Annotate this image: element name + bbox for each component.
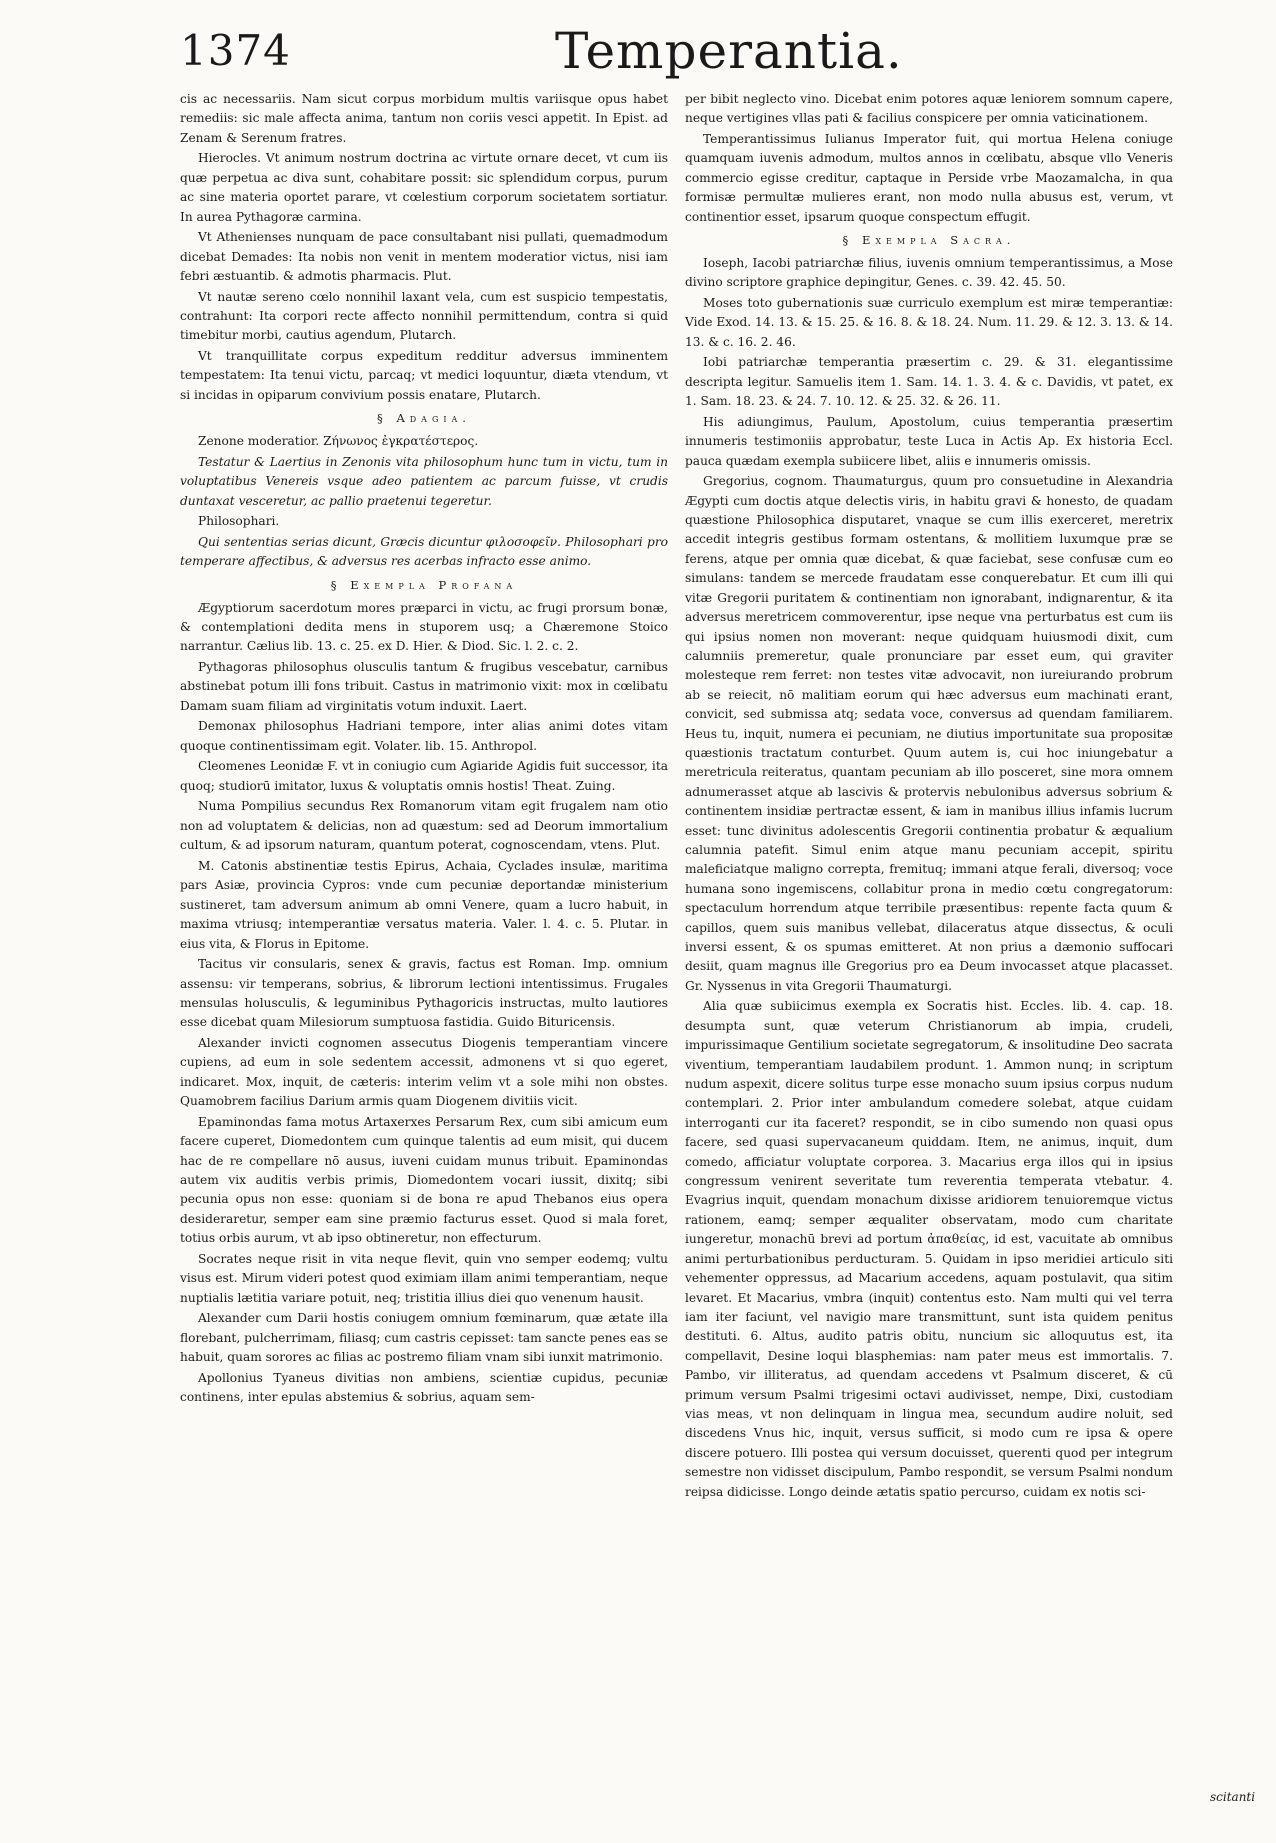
paragraph: Socrates neque risit in vita neque flevit, quin vno semper eodemq; vultu visus est. Mirum videri potest quod eximiam illam animi temperantiam, neque nuptialis lætitia variare potuit, neq; tristitia illius diei quo venenum hausit.: [180, 1251, 668, 1305]
paragraph: Hierocles. Vt animum nostrum doctrina ac virtute ornare decet, vt cum iis quæ perpetua ac diva sunt, cohabitare possit: sic splendidum corpus, purum ac sine materia oportet parare, vt cœlestium corporum societatem sortiatur. In aurea Pythagoræ carmina.: [180, 151, 668, 224]
paragraph: Zenone moderatior. Ζήνωνος ἐγκρατέστερος.: [198, 434, 479, 449]
running-head: Temperantia.: [555, 22, 903, 80]
paragraph: Ægyptiorum sacerdotum mores præparci in victu, ac frugi prorsum bonæ, & contemplationi dedita mens in stuporem usq; a Chæremone Stoico narrantur. Cælius lib. 13. c. 25. ex D. Hier. & Diod. Sic. l. 2. c. 2.: [180, 600, 668, 654]
catchword: scitanti: [1210, 1790, 1256, 1804]
paragraph: Tacitus vir consularis, senex & gravis, factus est Roman. Imp. omnium assensu: vir temperans, sobrius, & librorum lectioni intentissimus. Frugales mensulas holusculis, & leguminibus Pythagoricis instructas, multo lautiores esse dicebat quam Milesiorum sumptuosa fastidia. Guido Bituricensis.: [180, 957, 668, 1030]
paragraph: M. Catonis abstinentiæ testis Epirus, Achaia, Cyclades insulæ, maritima pars Asiæ, provincia Cypros: vnde cum pecuniæ deportandæ ministerium sustineret, tam adversum animum ab omni Venere, quam a lucro habuit, in maxima vtriusq; intemperantiæ versatus materia. Valer. l. 4. c. 5. Plutar. in eius vita, & Florus in Epitome.: [180, 858, 668, 951]
paragraph: Vt Athenienses nunquam de pace consultabant nisi pullati, quemadmodum dicebat Demades: Ita nobis non venit in mentem moderatior victus, nisi iam febri æstuantib. & admotis pharmacis. Plut.: [180, 230, 668, 284]
right-column: [685, 90, 1173, 1503]
paragraph: Alexander cum Darii hostis coniugem omnium fœminarum, quæ ætate illa florebant, pulcherrimam, filiasq; cum castris cepisset: tam sancte penes eas se habuit, quam sorores ac filias ac postremo filiam vnam sibi iunxit matrimonio.: [180, 1311, 668, 1364]
paragraph: Cleomenes Leonidæ F. vt in coniugio cum Agiaride Agidis fuit successor, ita quoq; studiorū imitator, luxus & voluptatis omnis hostis! Theat. Zuing.: [180, 759, 668, 793]
paragraph: Gregorius, cognom. Thaumaturgus, quum pro consuetudine in Alexandria Ægypti cum doctis atque delectis viris, in habitu gravi & honesto, de quadam quæstione Philosophica disputaret, vnaque se cum illis exerceret, meretrix accedit integris gestibus formam ostentans, & mollitiem luxumque præ se ferens, atque per omnia quæ dicebat, & quæ faciebat, sese confusæ cum eo simulans: tandem se mercede fraudatam esse conquerebatur. Et cum illi qui vitæ Gregorii puritatem & continentiam non ignorabant, indignarentur, & ita adversus meretricem commoverentur, ipse neque vna perturbatus est cum iis qui ipsius nomen non moverant: neque quidquam huiusmodi dixit, cum calumniis premeretur, quale pronunciare par esset eum, qui graviter molesteque rem ferret: non testes vitæ advocavit, non iureiurando probrum ab se reiecit, nō malitiam eorum qui hæc adversus eum machinati erant, convicit, sed submissa atq; sedata voce, conversus ad quendam familiarem. Heus tu, inquit, numera ei pecuniam, ne diutius importunitate sua propositæ quæstionis tractatum conturbet. Quum autem is, cui hoc iniungebatur a meretricula reiteratus, quantam pecuniam ab illo posceret, sine mora omnem adnumerasset atque ab lascivis & protervis nebulonibus adversus sobrium & continentem insidiæ pertractæ essent, & iam in manibus illius infamis lucrum esset: tunc divinitus adolescentis Gregorii continentia probatur & æqualium calumnia patefit. Simul enim atque manu pecuniam accepit, spiritu maleficiatque maligno correpta, fremituq; immani atque ferali, diversoq; voce humana sono ingemiscens, collabitur prona in medio cœtu congregatorum: spectaculum horrendum atque terribile præsentibus: repente facta quum & capillos, quem suis manibus vellebat, dilaceratus atque dissectus, & oculi inversi essent, & os spumas emitteret. At non prius a dæmonio suffocari desiit, quam magnus ille Gregorius pro ea Deum invocasset atque placasset. Gr. Nyssenus in vita Gregorii Thaumaturgi.: [685, 474, 1173, 993]
paragraph: Alexander invicti cognomen assecutus Diogenis temperantiam vincere cupiens, ad eum in sole sedentem accessit, admonens vt si quo egeret, indicaret. Mox, inquit, de cæteris: interim velim vt a sole mihi non obstes. Quamobrem facilius Darium armis quam Diogenem divitiis vicit.: [180, 1035, 668, 1109]
left-column: [180, 90, 668, 1409]
section-heading: § Exempla Profana: [330, 577, 518, 592]
paragraph: Numa Pompilius secundus Rex Romanorum vitam egit frugalem nam otio non ad voluptatem & delicias, non ad quæstum: sed ad Deorum immortalium cultum, & ad ipsorum naturam, quantum poterat, cognoscendam, vtens. Plut.: [180, 799, 668, 853]
paragraph: Moses toto gubernationis suæ curriculo exemplum est miræ temperantiæ: Vide Exod. 14. 13. & 15. 25. & 16. 8. & 18. 24. Num. 11. 29. & 12. 3. 13. & 14. 13. & c. 16. 2. 46.: [685, 296, 1173, 349]
paragraph: Qui sententias serias dicunt, Græcis dicuntur φιλοσοφεῖν. Philosophari pro temperare affectibus, & adversus res acerbas infracto esse animo.: [180, 534, 668, 569]
paragraph: cis ac necessariis. Nam sicut corpus morbidum multis variisque opus habet remediis: sic male affecta anima, tantum non coriis vesci appetit. In Epist. ad Zenam & Serenum fratres.: [180, 92, 668, 145]
paragraph: Pythagoras philosophus olusculis tantum & frugibus vescebatur, carnibus abstinebat potum illi fons tribuit. Castus in matrimonio vixit: mox in cœlibatu Damam suam filiam ad virginitatis votum induxit. Laert.: [180, 660, 668, 713]
paragraph: Philosophari.: [198, 514, 280, 529]
paragraph: Iobi patriarchæ temperantia præsertim c. 29. & 31. elegantissime descripta legitur. Samuelis item 1. Sam. 14. 1. 3. 4. & c. Davidis, vt patet, ex 1. Sam. 18. 23. & 24. 7. 10. 12. & 25. 32. & 26. 11.: [685, 355, 1173, 409]
section-heading: § Exempla Sacra.: [842, 233, 1016, 248]
paragraph: Testatur & Laertius in Zenonis vita philosophum hunc tum in victu, tum in voluptatibus Venereis vsque adeo patientem ac parcum fuisse, vt crudis duntaxat vesceretur, ac pallio praetenui tegeretur.: [180, 454, 668, 508]
paragraph: His adiungimus, Paulum, Apostolum, cuius temperantia præsertim innumeris testimoniis approbatur, teste Luca in Actis Ap. Ex historia Eccl. pauca quædam exempla subiicere libet, aliis e innumeris omissis.: [685, 414, 1173, 468]
paragraph: Epaminondas fama motus Artaxerxes Persarum Rex, cum sibi amicum eum facere cuperet, Diomedontem cum quinque talentis ad eum misit, qui ducem hac de re compellare nō ausus, iuveni cuidam munus tribuit. Epaminondas autem vix auditis verbis primis, Diomedontem vocari iussit, dixitq; sibi pecunia opus non esse: quoniam si de bona re apud Thebanos eius opera desideraretur, semper eam sine præmio facturus esset. Quod si mala foret, totius orbis aurum, vt ab ipso obtineretur, non effecturum.: [180, 1114, 668, 1246]
paragraph: Vt tranquillitate corpus expeditum redditur adversus imminentem tempestatem: Ita tenui victu, parcaq; vt medici loquuntur, diæta vtendum, vt si incidas in opiparum convivium possis enatare, Plutarch.: [180, 349, 668, 402]
paragraph: Alia quæ subiicimus exempla ex Socratis hist. Eccles. lib. 4. cap. 18. desumpta sunt, quæ veterum Christianorum ab impia, crudeli, impurissimaque Gentilium societate segregatorum, & insolitudine Deo sacrata viventium, temperantiam laudabilem produnt. 1. Ammon nunq; in scriptum nudum aspexit, dicere solitus turpe esse monacho suum ipsius corpus nudum contemplari. 2. Prior inter ambulandum comedere solebat, atque cuidam interroganti cur ita faceret? respondit, se in cibo sumendo non quasi opus facere, sed quasi supervacaneum quiddam. Item, ne animus, inquit, dum comedo, afficiatur voluptate corporea. 3. Macarius erga illos qui in ipsius congressum venirent severitate tum reverentia temperata vtebatur. 4. Evagrius inquit, quendam monachum dixisse aridiorem tenuioremque victus rationem, eamq; semper æqualiter observatam, modo cum charitate iungeretur, monachū brevi ad portum ἀπαθείας, id est, vacuitate ab omnibus animi perturbationibus perducturam. 5. Quidam in ipso meridiei articulo siti vehementer oppressus, ad Macarium accedens, aquam postulavit, qua sitim levaret. Et Macarius, vmbra (inquit) contentus esto. Nam multi qui vel terra iam iter faciunt, vel navigio mare transmittunt, sunt ista quidem penitus destituti. 6. Altus, audito patris obitu, nuncium sic alloquutus est, ita compellavit, Desine loqui blasphemias: nam pater meus est immortalis. 7. Pambo, vir illiteratus, ad quendam accedens vt Psalmum disceret, & cū primum versum Psalmi trigesimi octavi audivisset, nempe, Dixi, custodiam vias meas, vt non delinquam in lingua mea, secundum audire noluit, sed discedens Vnus hic, inquit, versus sufficit, si modo cum re ipsa & opere discere potuero. Illi postea qui versum docuisset, querenti quod per integrum semestre non vidisset discipulum, Pambo respondit, se versum Psalmi nondum reipsa didicisse. Longo deinde ætatis spatio percurso, cuidam ex notis sci-: [685, 999, 1173, 1499]
paragraph: Apollonius Tyaneus divitias non ambiens, scientiæ cupidus, pecuniæ continens, inter epulas abstemius & sobrius, aquam sem-: [180, 1370, 668, 1404]
section-heading: § Adagia.: [377, 411, 471, 426]
paragraph: Ioseph, Iacobi patriarchæ filius, iuvenis omnium temperantissimus, a Mose divino scriptore graphice depingitur, Genes. c. 39. 42. 45. 50.: [685, 256, 1173, 290]
paragraph: per bibit neglecto vino. Dicebat enim potores aquæ leniorem somnum capere, neque vertigines vllas pati & facilius conspicere per omnia vaticinationem.: [685, 92, 1173, 126]
paragraph: Demonax philosophus Hadriani tempore, inter alias animi dotes vitam quoque continentissimam egit. Volater. lib. 15. Anthropol.: [180, 719, 668, 753]
paragraph: Temperantissimus Iulianus Imperator fuit, qui mortua Helena coniuge quamquam iuvenis admodum, multos annos in cœlibatu, absque vllo Veneris commercio egisse creditur, captaque in Perside vrbe Maozamalcha, in qua formisæ permultæ mulieres erant, non modo nulla abusus est, verum, vt continentior esset, ipsarum quoque conspectum effugit.: [685, 132, 1173, 224]
paragraph: Vt nautæ sereno cœlo nonnihil laxant vela, cum est suspicio tempestatis, contrahunt: Ita corpori recte affecto nonnihil permittendum, contra si quid timebitur morbi, cautius agendum, Plutarch.: [180, 289, 668, 343]
page-number: 1374: [180, 26, 291, 75]
